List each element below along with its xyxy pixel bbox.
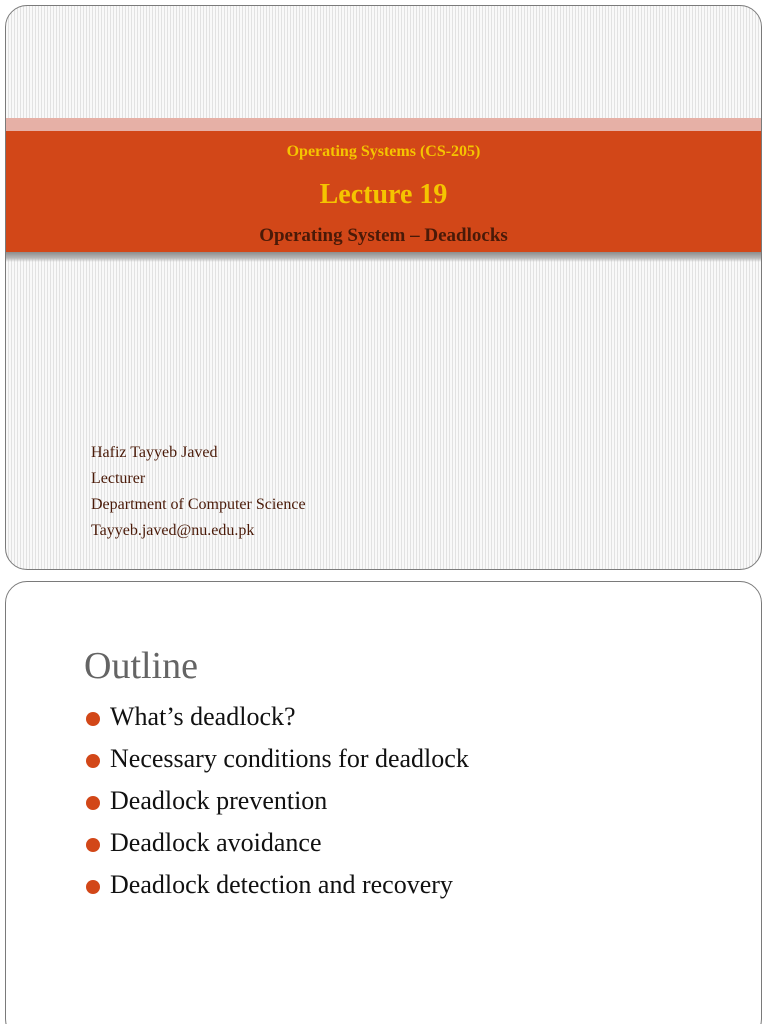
- author-department: Department of Computer Science: [91, 496, 306, 513]
- list-item-text: Deadlock detection and recovery: [110, 870, 453, 899]
- bullet-icon: [86, 712, 100, 726]
- list-item-text: Deadlock avoidance: [110, 828, 322, 857]
- accent-strip: [6, 118, 761, 131]
- title-banner: [6, 131, 761, 252]
- outline-title: Outline: [84, 645, 198, 687]
- lecture-subtitle: Operating System – Deadlocks: [259, 225, 508, 246]
- bullet-icon: [86, 796, 100, 810]
- outline-slide: [5, 581, 762, 1024]
- bullet-icon: [86, 838, 100, 852]
- list-item-text: What’s deadlock?: [110, 702, 296, 731]
- list-item-text: Necessary conditions for deadlock: [110, 744, 469, 773]
- banner-shadow: [6, 252, 761, 262]
- author-role: Lecturer: [91, 470, 146, 487]
- bullet-icon: [86, 754, 100, 768]
- author-name: Hafiz Tayyeb Javed: [91, 444, 218, 461]
- lecture-title: Lecture 19: [319, 179, 448, 210]
- list-item-text: Deadlock prevention: [110, 786, 328, 815]
- bullet-icon: [86, 880, 100, 894]
- title-slide: [5, 5, 762, 570]
- course-title: Operating Systems (CS-205): [286, 143, 481, 160]
- author-email: Tayyeb.javed@nu.edu.pk: [91, 522, 255, 539]
- author-block: [91, 440, 306, 544]
